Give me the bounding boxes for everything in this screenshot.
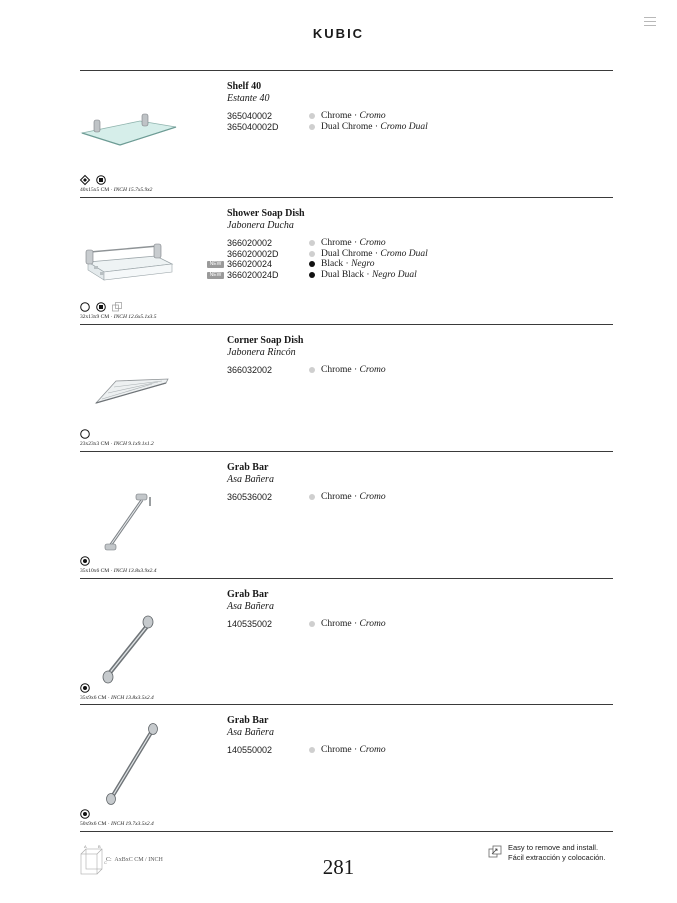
finish-label: Chrome · Cromo <box>321 365 386 375</box>
product-name-es: Asa Bañera <box>227 601 274 612</box>
new-badge: NEW <box>207 261 224 268</box>
finish-label: Chrome · Cromo <box>321 745 386 755</box>
new-badge: NEW <box>207 272 224 279</box>
finish-dot <box>309 113 315 119</box>
product-code: 366020024 <box>227 259 273 270</box>
product-name: Shelf 40 <box>227 81 262 92</box>
product-section-shelf <box>80 71 613 197</box>
finish-label: Chrome · Cromo <box>321 111 386 121</box>
screw-mount-icon <box>80 809 90 819</box>
product-name: Grab Bar <box>227 589 269 600</box>
page-number: 281 <box>322 855 355 879</box>
dimensions: 35x9x6 CM · INCH 13.8x3.5x2.4 <box>80 695 154 701</box>
grab-bar-image <box>80 591 180 671</box>
product-section-shower-soap-dish <box>80 198 613 324</box>
corner-soap-dish-image <box>80 337 180 417</box>
finish-dot <box>309 747 315 753</box>
product-name-es: Estante 40 <box>227 93 270 104</box>
adhesive-mount-icon <box>80 302 90 312</box>
dimensions: 50x9x6 CM · INCH 19.7x3.5x2.4 <box>80 821 154 827</box>
product-code: 366020002D <box>227 248 279 259</box>
product-code: 140550002 <box>227 745 273 755</box>
product-section-corner-soap-dish <box>80 325 613 451</box>
finish-label: Chrome · Cromo <box>321 238 386 248</box>
dimensions: 32x13x9 CM · INCH 12.6x5.1x3.5 <box>80 314 157 320</box>
finish-dot <box>309 494 315 500</box>
dimensions: 40x15x5 CM · INCH 15.7x5.9x2 <box>80 187 153 193</box>
product-name-es: Jabonera Rincón <box>227 347 296 358</box>
finish-dot <box>309 621 315 627</box>
feature-icons <box>80 680 92 690</box>
product-code: 140535002 <box>227 619 273 629</box>
divider <box>80 831 613 832</box>
diamond-mount-icon <box>80 175 90 185</box>
feature-icons <box>80 553 92 563</box>
finish-label: Dual Black · Negro Dual <box>321 269 417 280</box>
product-code: 366032002 <box>227 365 273 375</box>
easy-install-note: Easy to remove and install. Fácil extracción y colocación. <box>508 843 606 862</box>
product-code: 366020024D <box>227 269 279 280</box>
feature-icons <box>80 299 124 309</box>
square-mount-icon <box>96 302 106 312</box>
finish-dot <box>309 261 315 267</box>
menu-icon[interactable] <box>644 17 656 29</box>
legend-letter-c: C <box>104 860 107 865</box>
feature-icons <box>80 426 92 436</box>
dimension-legend: C: AxBxC CM / INCH <box>106 857 163 863</box>
shelf-image <box>80 83 180 163</box>
feature-icons <box>80 806 92 816</box>
legend-letter-a: A <box>84 844 87 849</box>
finish-label: Chrome · Cromo <box>321 492 386 502</box>
product-code: 365040002 <box>227 111 273 121</box>
product-name: Grab Bar <box>227 715 269 726</box>
finish-dot <box>309 240 315 246</box>
product-section-grab-bar-3 <box>80 705 613 831</box>
product-name: Shower Soap Dish <box>227 208 305 219</box>
finish-dot <box>309 251 315 257</box>
product-name: Corner Soap Dish <box>227 335 304 346</box>
product-code: 360536002 <box>227 492 273 502</box>
product-code: 366020002 <box>227 238 273 248</box>
dimensions: 23x23x3 CM · INCH 9.1x9.1x1.2 <box>80 441 154 447</box>
finish-label: Dual Chrome · Cromo Dual <box>321 248 428 259</box>
finish-dot <box>309 367 315 373</box>
brand-title: KUBIC <box>312 26 365 41</box>
finish-dot <box>309 272 315 278</box>
grab-bar-image <box>80 464 180 544</box>
product-name: Grab Bar <box>227 462 269 473</box>
square-mount-icon <box>96 175 106 185</box>
product-section-grab-bar-2 <box>80 579 613 705</box>
product-name-es: Jabonera Ducha <box>227 220 294 231</box>
product-name-es: Asa Bañera <box>227 474 274 485</box>
finish-label: Black · Negro <box>321 259 375 270</box>
product-code: 365040002D <box>227 121 279 132</box>
finish-dot <box>309 124 315 130</box>
finish-label: Dual Chrome · Cromo Dual <box>321 121 428 132</box>
dimensions: 35x10x6 CM · INCH 13.8x3.9x2.4 <box>80 568 157 574</box>
easy-remove-icon <box>112 302 122 312</box>
finish-label: Chrome · Cromo <box>321 619 386 629</box>
product-name-es: Asa Bañera <box>227 727 274 738</box>
easy-remove-icon <box>488 845 502 859</box>
grab-bar-image <box>80 717 180 797</box>
product-section-grab-bar-1 <box>80 452 613 578</box>
screw-mount-icon <box>80 683 90 693</box>
screw-mount-icon <box>80 556 90 566</box>
legend-letter-b: B <box>98 844 101 849</box>
adhesive-mount-icon <box>80 429 90 439</box>
shower-soap-dish-image <box>80 210 180 290</box>
feature-icons <box>80 172 108 182</box>
